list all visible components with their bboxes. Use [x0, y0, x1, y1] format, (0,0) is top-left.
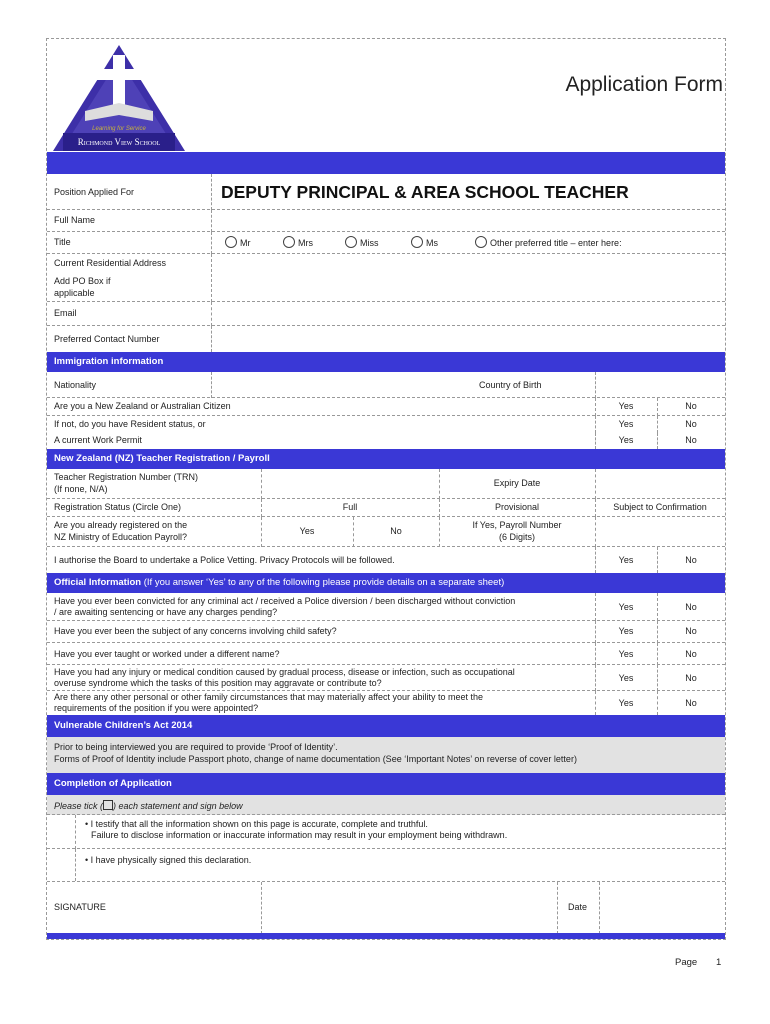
footer-bar: [47, 933, 725, 939]
radio-icon: [411, 236, 423, 248]
payroll-no[interactable]: No: [390, 526, 402, 536]
official-heading-title: Official Information: [54, 577, 142, 588]
official-heading-note: (If you answer ‘Yes’ to any of the following please provide details on a separate sheet): [143, 577, 505, 588]
official-q3-yes[interactable]: Yes: [618, 649, 634, 659]
payroll-row: [47, 517, 725, 547]
expiry-input[interactable]: [597, 471, 721, 497]
position-row: [47, 174, 725, 210]
citizen-no[interactable]: No: [685, 401, 697, 411]
official-q2-yes[interactable]: Yes: [618, 626, 634, 636]
vulnerable-line2: Forms of Proof of Identity include Passport photo, change of name documentation (See ‘Important Notes’ on reverse of cover letter): [54, 754, 577, 764]
page-label: Page: [675, 957, 698, 968]
immigration-heading: Immigration information: [47, 352, 725, 372]
reg-status-provisional[interactable]: Provisional: [494, 502, 540, 512]
vetting-row: [47, 547, 725, 573]
vetting-statement: I authorise the Board to undertake a Police Vetting. Privacy Protocols will be followed.: [54, 555, 395, 565]
citizen-row: [47, 398, 725, 416]
radio-icon: [345, 236, 357, 248]
full-name-label: Full Name: [54, 215, 96, 225]
title-option-mr[interactable]: Mr: [225, 236, 251, 248]
nationality-row: [47, 372, 725, 398]
title-label: Title: [54, 237, 71, 247]
title-option-mrs[interactable]: Mrs: [283, 236, 313, 248]
title-row: [47, 232, 725, 254]
date-label: Date: [568, 902, 588, 912]
official-q2: Have you ever been the subject of any concerns involving child safety?: [54, 626, 337, 636]
email-input[interactable]: [213, 304, 721, 324]
form-page: [46, 38, 726, 940]
trn-note: (If none, N/A): [54, 484, 108, 494]
tick-instruction-row: [47, 795, 725, 815]
payroll-number-label-2: (6 Digits): [498, 532, 535, 542]
official-q1-no[interactable]: No: [685, 602, 697, 612]
signature-row: [47, 881, 725, 933]
official-q4-line2: overuse syndrome which the tasks of this position may aggravate or contribute to?: [54, 678, 382, 688]
signature-label: SIGNATURE: [54, 902, 106, 912]
header-bar: [47, 152, 725, 174]
official-q2-row: [47, 621, 725, 643]
form-title: Application Form: [565, 73, 723, 96]
full-name-input[interactable]: [213, 212, 721, 230]
official-q5-no[interactable]: No: [685, 698, 697, 708]
trn-input[interactable]: [263, 471, 437, 497]
school-name: Richmond View School: [77, 137, 161, 147]
work-permit-question: A current Work Permit: [54, 435, 142, 445]
title-option-other[interactable]: Other preferred title – enter here:: [475, 236, 622, 248]
radio-icon: [225, 236, 237, 248]
address-note: Add PO Box if applicable: [54, 276, 111, 298]
resident-no[interactable]: No: [685, 419, 697, 429]
country-birth-input[interactable]: [597, 374, 721, 396]
official-q2-no[interactable]: No: [685, 626, 697, 636]
official-q1-row: [47, 593, 725, 621]
nationality-label: Nationality: [54, 380, 97, 390]
payroll-number-label-1: If Yes, Payroll Number: [472, 520, 562, 530]
official-q1-line2: / are awaiting sentencing or have any charges pending?: [54, 607, 278, 617]
page-number: 1: [716, 957, 722, 968]
vetting-no[interactable]: No: [685, 555, 697, 565]
email-label: Email: [54, 308, 77, 318]
resident-row: [47, 416, 725, 433]
work-permit-row: [47, 433, 725, 449]
work-permit-yes[interactable]: Yes: [618, 435, 634, 445]
statement-1-checkbox[interactable]: [47, 815, 75, 849]
reg-status-full[interactable]: Full: [342, 502, 358, 512]
radio-icon: [283, 236, 295, 248]
address-input[interactable]: [213, 256, 721, 300]
official-q1-line1: Have you ever been convicted for any criminal act / received a Police diversion / been discharged without conviction: [54, 596, 516, 606]
vulnerable-heading: Vulnerable Children’s Act 2014: [47, 715, 725, 737]
reg-status-row: [47, 499, 725, 517]
official-q4-no[interactable]: No: [685, 673, 697, 683]
payroll-yes[interactable]: Yes: [299, 526, 315, 536]
position-label: Position Applied For: [54, 187, 135, 197]
teacher-heading: New Zealand (NZ) Teacher Registration / Payroll: [47, 449, 725, 469]
reg-status-subject[interactable]: Subject to Confirmation: [613, 502, 707, 512]
date-input[interactable]: [601, 884, 721, 932]
full-name-row: [47, 210, 725, 232]
official-q5-line1: Are there any other personal or other family circumstances that may materially affect your ability to meet the: [54, 692, 484, 702]
trn-label: Teacher Registration Number (TRN): [54, 472, 199, 482]
payroll-question-2: NZ Ministry of Education Payroll?: [54, 532, 188, 542]
title-option-ms[interactable]: Ms: [411, 236, 438, 248]
official-q4-yes[interactable]: Yes: [618, 673, 634, 683]
official-q3: Have you ever taught or worked under a different name?: [54, 649, 280, 659]
phone-row: [47, 326, 725, 352]
resident-question: If not, do you have Resident status, or: [54, 419, 206, 429]
payroll-question-1: Are you already registered on the: [54, 520, 188, 530]
payroll-number-input[interactable]: [597, 519, 721, 545]
statement-1-row: [47, 815, 725, 849]
statement-1-line2: Failure to disclose information or inaccurate information may result in your employment being withdrawn.: [91, 830, 508, 840]
reg-status-label: Registration Status (Circle One): [54, 502, 182, 512]
email-row: [47, 302, 725, 326]
official-heading: [47, 573, 725, 593]
official-q4-line1: Have you had any injury or medical condition caused by gradual process, disease or infection, such as occupational: [54, 667, 515, 677]
expiry-label: Expiry Date: [493, 478, 541, 488]
official-q3-no[interactable]: No: [685, 649, 697, 659]
statement-1-line1: • I testify that all the information shown on this page is accurate, complete and truthful.: [85, 819, 428, 829]
position-value: DEPUTY PRINCIPAL & AREA SCHOOL TEACHER: [221, 182, 629, 202]
official-q3-row: [47, 643, 725, 665]
nationality-input[interactable]: [213, 374, 433, 396]
vulnerable-line1: Prior to being interviewed you are required to provide ‘Proof of Identity’.: [54, 742, 338, 752]
phone-label: Preferred Contact Number: [54, 334, 160, 344]
title-option-miss[interactable]: Miss: [345, 236, 379, 248]
signature-input[interactable]: [263, 884, 553, 932]
country-birth-label: Country of Birth: [479, 380, 542, 390]
address-row: [47, 254, 725, 302]
statement-2-checkbox[interactable]: [47, 849, 75, 881]
vetting-yes[interactable]: Yes: [618, 555, 634, 565]
official-q5-yes[interactable]: Yes: [618, 698, 634, 708]
statement-2: • I have physically signed this declaration.: [85, 855, 252, 865]
citizen-question: Are you a New Zealand or Australian Citizen: [54, 401, 231, 411]
address-label: Current Residential Address: [54, 258, 167, 268]
checkbox-icon: [103, 800, 113, 810]
radio-icon: [475, 236, 487, 248]
resident-yes[interactable]: Yes: [618, 419, 634, 429]
citizen-yes[interactable]: Yes: [618, 401, 634, 411]
official-q4-row: [47, 665, 725, 691]
school-motto: Learning for Service: [92, 126, 146, 132]
statement-2-row: [47, 849, 725, 881]
trn-row: [47, 469, 725, 499]
phone-input[interactable]: [213, 328, 721, 350]
completion-heading: Completion of Application: [47, 773, 725, 795]
vulnerable-notice: [47, 737, 725, 773]
work-permit-no[interactable]: No: [685, 435, 697, 445]
tick-instruction: Please tick ( ) each statement and sign below: [54, 801, 243, 811]
official-q1-yes[interactable]: Yes: [618, 602, 634, 612]
official-q5-line2: requirements of the position if you were appointed?: [54, 703, 259, 713]
school-logo: [49, 41, 189, 153]
official-q5-row: [47, 691, 725, 715]
